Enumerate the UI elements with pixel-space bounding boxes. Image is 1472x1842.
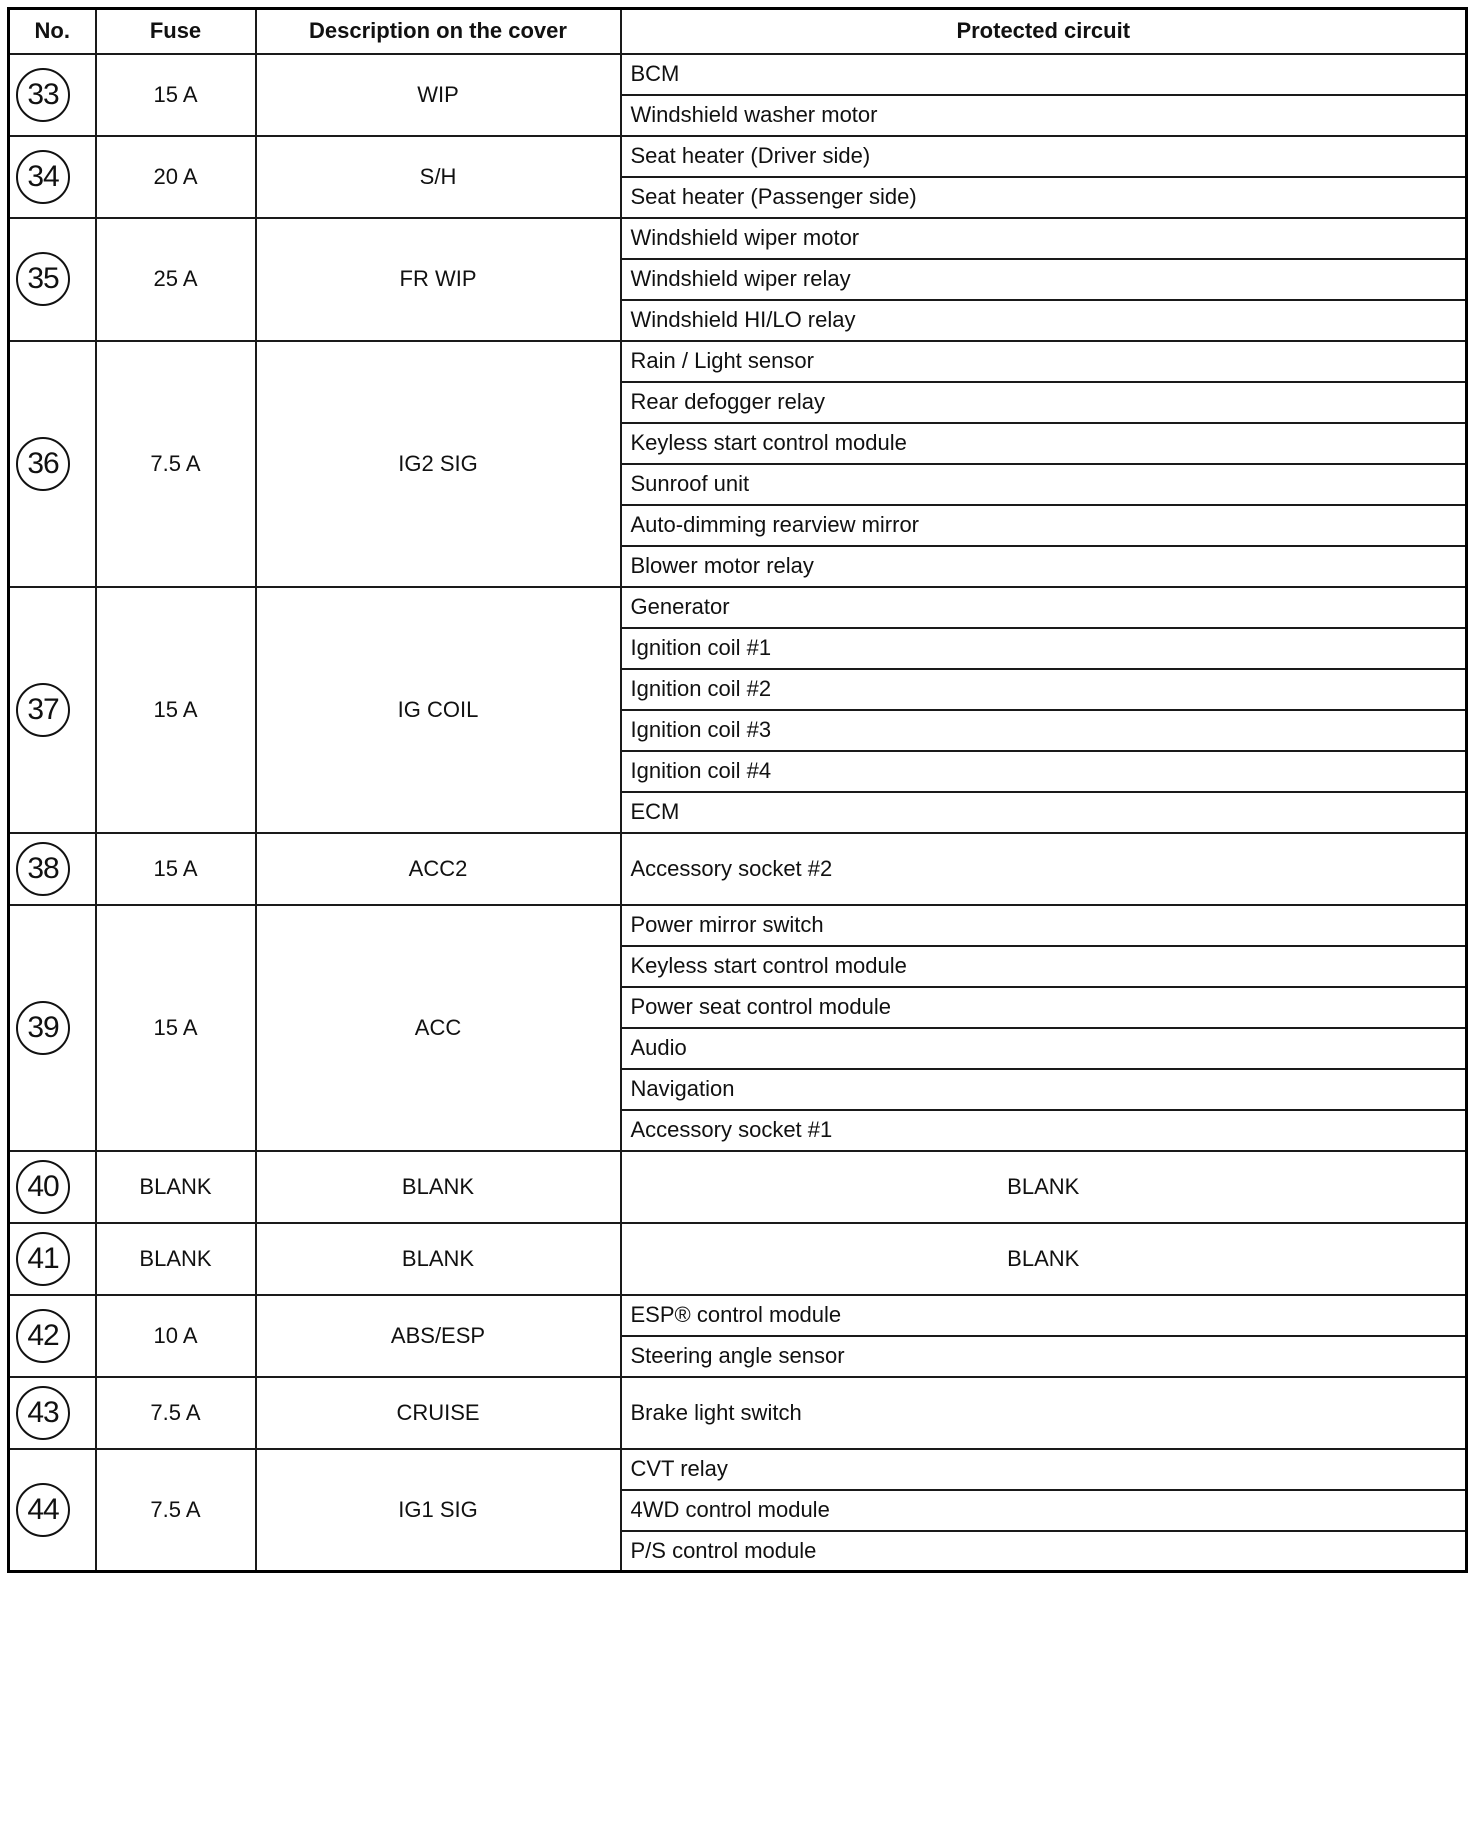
protected-circuit: Keyless start control module	[621, 946, 1467, 987]
protected-circuit: Windshield wiper relay	[621, 259, 1467, 300]
fuse-number: 43	[16, 1386, 70, 1440]
table-row	[9, 1151, 1467, 1223]
fuse-number: 42	[16, 1309, 70, 1363]
table-row	[9, 587, 1467, 628]
fuse-number-cell	[9, 218, 96, 341]
table-row	[9, 54, 1467, 95]
fuse-description: BLANK	[256, 1151, 621, 1223]
protected-circuit: Blower motor relay	[621, 546, 1467, 587]
protected-circuit: ECM	[621, 792, 1467, 833]
fuse-rating: 7.5 A	[96, 341, 256, 587]
protected-circuit: Ignition coil #3	[621, 710, 1467, 751]
fuse-number-cell	[9, 341, 96, 587]
fuse-number: 35	[16, 252, 70, 306]
protected-circuit: Windshield HI/LO relay	[621, 300, 1467, 341]
protected-circuit: BCM	[621, 54, 1467, 95]
fuse-number-cell	[9, 136, 96, 218]
fuse-description: FR WIP	[256, 218, 621, 341]
fuse-description: IG1 SIG	[256, 1449, 621, 1572]
fuse-number-cell	[9, 1151, 96, 1223]
fuse-number: 40	[16, 1160, 70, 1214]
fuse-table	[7, 7, 1468, 1573]
protected-circuit: Ignition coil #1	[621, 628, 1467, 669]
table-row	[9, 1223, 1467, 1295]
protected-circuit: CVT relay	[621, 1449, 1467, 1490]
protected-circuit: Brake light switch	[621, 1377, 1467, 1449]
header-description: Description on the cover	[256, 9, 621, 54]
protected-circuit: Rain / Light sensor	[621, 341, 1467, 382]
fuse-rating: 15 A	[96, 54, 256, 136]
fuse-description: IG2 SIG	[256, 341, 621, 587]
fuse-description: ABS/ESP	[256, 1295, 621, 1377]
fuse-description: CRUISE	[256, 1377, 621, 1449]
fuse-rating: BLANK	[96, 1151, 256, 1223]
fuse-number-cell	[9, 1295, 96, 1377]
protected-circuit: Auto-dimming rearview mirror	[621, 505, 1467, 546]
table-row	[9, 136, 1467, 177]
fuse-rating: 7.5 A	[96, 1377, 256, 1449]
fuse-number: 41	[16, 1232, 70, 1286]
fuse-description: BLANK	[256, 1223, 621, 1295]
protected-circuit: BLANK	[621, 1151, 1467, 1223]
fuse-number: 37	[16, 683, 70, 737]
protected-circuit: BLANK	[621, 1223, 1467, 1295]
protected-circuit: Generator	[621, 587, 1467, 628]
protected-circuit: ESP® control module	[621, 1295, 1467, 1336]
fuse-number: 33	[16, 68, 70, 122]
protected-circuit: Navigation	[621, 1069, 1467, 1110]
header-row	[9, 9, 1467, 54]
table-row	[9, 833, 1467, 905]
fuse-body	[9, 54, 1467, 1572]
table-row	[9, 1449, 1467, 1490]
protected-circuit: Accessory socket #2	[621, 833, 1467, 905]
protected-circuit: Audio	[621, 1028, 1467, 1069]
protected-circuit: P/S control module	[621, 1531, 1467, 1572]
fuse-description: WIP	[256, 54, 621, 136]
fuse-number: 39	[16, 1001, 70, 1055]
fuse-number: 38	[16, 842, 70, 896]
header-circuit: Protected circuit	[621, 9, 1467, 54]
fuse-description: ACC	[256, 905, 621, 1151]
table-row	[9, 1377, 1467, 1449]
fuse-rating: 7.5 A	[96, 1449, 256, 1572]
protected-circuit: 4WD control module	[621, 1490, 1467, 1531]
header-fuse: Fuse	[96, 9, 256, 54]
fuse-number: 34	[16, 150, 70, 204]
fuse-rating: 25 A	[96, 218, 256, 341]
fuse-rating: 15 A	[96, 587, 256, 833]
fuse-rating: BLANK	[96, 1223, 256, 1295]
fuse-description: IG COIL	[256, 587, 621, 833]
fuse-description: ACC2	[256, 833, 621, 905]
protected-circuit: Rear defogger relay	[621, 382, 1467, 423]
table-row	[9, 341, 1467, 382]
protected-circuit: Steering angle sensor	[621, 1336, 1467, 1377]
fuse-number-cell	[9, 587, 96, 833]
protected-circuit: Sunroof unit	[621, 464, 1467, 505]
protected-circuit: Accessory socket #1	[621, 1110, 1467, 1151]
table-row	[9, 218, 1467, 259]
protected-circuit: Power seat control module	[621, 987, 1467, 1028]
protected-circuit: Windshield washer motor	[621, 95, 1467, 136]
protected-circuit: Seat heater (Passenger side)	[621, 177, 1467, 218]
protected-circuit: Keyless start control module	[621, 423, 1467, 464]
fuse-number-cell	[9, 1449, 96, 1572]
table-row	[9, 905, 1467, 946]
fuse-rating: 15 A	[96, 833, 256, 905]
fuse-rating: 10 A	[96, 1295, 256, 1377]
fuse-rating: 15 A	[96, 905, 256, 1151]
protected-circuit: Windshield wiper motor	[621, 218, 1467, 259]
protected-circuit: Power mirror switch	[621, 905, 1467, 946]
fuse-number-cell	[9, 833, 96, 905]
fuse-number-cell	[9, 1223, 96, 1295]
fuse-number-cell	[9, 1377, 96, 1449]
header-no: No.	[9, 9, 96, 54]
fuse-number-cell	[9, 54, 96, 136]
fuse-number: 36	[16, 437, 70, 491]
protected-circuit: Ignition coil #4	[621, 751, 1467, 792]
fuse-number: 44	[16, 1483, 70, 1537]
fuse-number-cell	[9, 905, 96, 1151]
table-row	[9, 1295, 1467, 1336]
protected-circuit: Ignition coil #2	[621, 669, 1467, 710]
protected-circuit: Seat heater (Driver side)	[621, 136, 1467, 177]
fuse-rating: 20 A	[96, 136, 256, 218]
fuse-description: S/H	[256, 136, 621, 218]
